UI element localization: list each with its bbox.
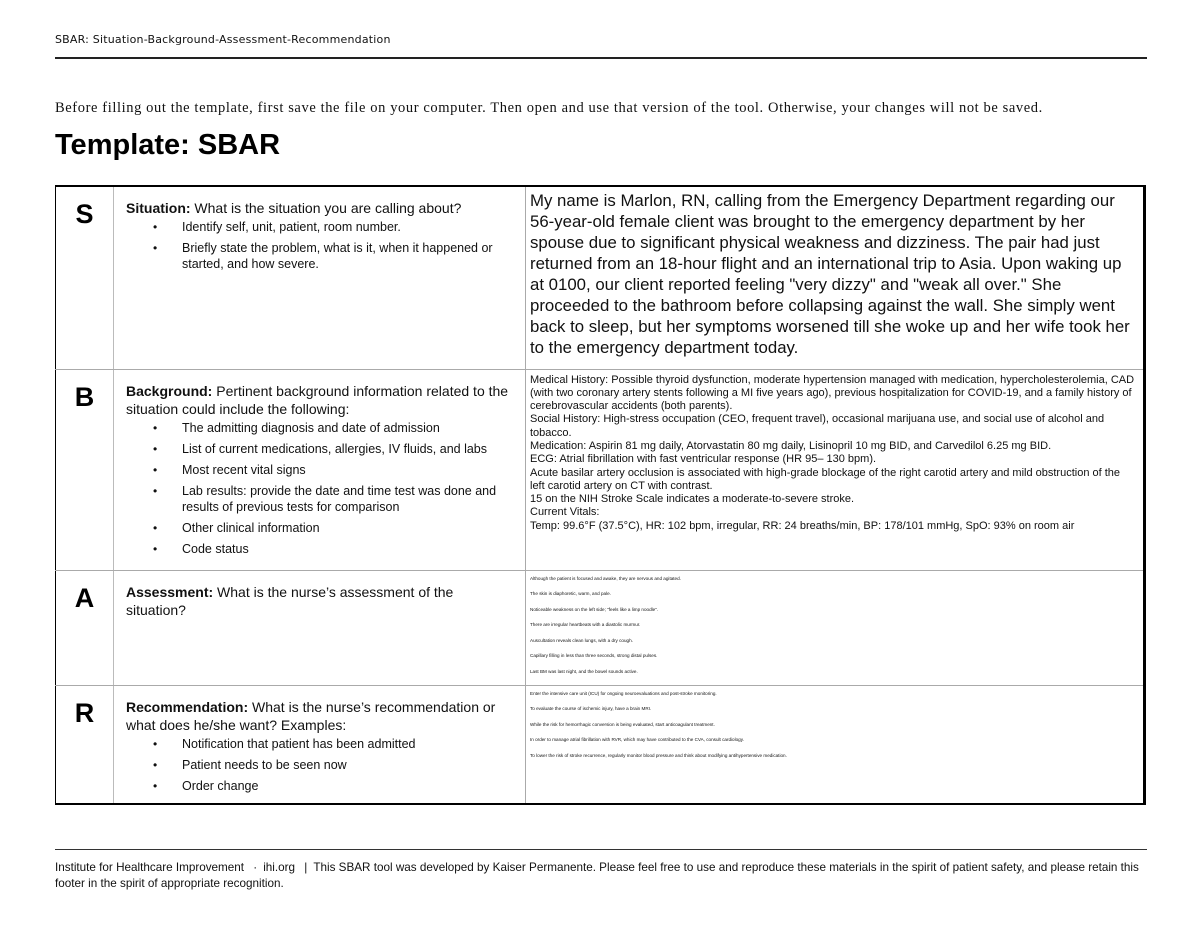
- recommendation-letter: R: [74, 697, 95, 728]
- footer-text: This SBAR tool was developed by Kaiser Permanente. Please feel free to use and reproduce these materials in the spirit of patient safety, and please retain this footer in the spirit of appropriate recognition.: [55, 861, 1139, 890]
- assessment-heading: Assessment:: [126, 583, 214, 600]
- page-title: Template: SBAR: [55, 129, 281, 161]
- recommendation-answer: [526, 686, 1143, 758]
- recommendation-prompt: What is the nurse’s recommendation or what does he/she want? Examples:: [126, 698, 496, 733]
- situation-row: [56, 186, 1145, 369]
- assessment-line: Auscultation reveals clean lungs, with a dry cough.: [530, 637, 633, 643]
- list-item: • Briefly state the problem, what is it, when it happened or started, and how severe.: [126, 240, 515, 272]
- background-row: [56, 369, 1145, 570]
- vitals-values: Temp: 99.6°F (37.5°C), HR: 102 bpm, irregular, RR: 24 breaths/min, BP: 178/101 mmHg, SpO: 93% on room air: [530, 519, 1075, 532]
- header-divider: [55, 57, 1147, 59]
- situation-letter: S: [75, 199, 94, 229]
- assessment-line: Last BM was last night, and the bowel sounds active.: [530, 668, 638, 674]
- assessment-prompt-cell: [114, 570, 526, 685]
- assessment-line: The skin is diaphoretic, warm, and pale.: [530, 591, 611, 596]
- footer-separator: |: [304, 861, 308, 874]
- assessment-line: Although the patient is focused and awake, they are nervous and agitated.: [530, 575, 681, 581]
- background-letter-cell: [56, 369, 114, 570]
- list-item: • Patient needs to be seen now: [126, 757, 515, 773]
- situation-bullets: [126, 219, 515, 272]
- list-item: • Identify self, unit, patient, room number.: [126, 219, 515, 235]
- footer: [55, 860, 1145, 892]
- list-item: • Order change: [126, 778, 515, 794]
- background-prompt-cell: [114, 369, 526, 570]
- situation-answer: My name is Marlon, RN, calling from the Emergency Department regarding our 56-year-old female client was brought to the emergency department by her spouse due to significant physical weakness and dizziness. The pair had just returned from an 18-hour flight and an international trip to Asia. Upon waking up at 0100, our client reported feeling "very dizzy" and "weak all over." She proceeded to the bathroom before collapsing against the wall. She simply went back to sleep, but her symptoms worsened till she woke up and her wife took her to the emergency department today.: [530, 191, 1130, 357]
- list-item: • List of current medications, allergies, IV fluids, and labs: [126, 441, 515, 457]
- recommendation-heading: Recommendation:: [126, 698, 249, 715]
- social-history: Social History: High-stress occupation (CEO, frequent travel), occasional marijuana use, and social use of alcohol and tobacco.: [530, 413, 1105, 439]
- assessment-letter-cell: [56, 570, 114, 685]
- background-letter: B: [74, 381, 95, 412]
- list-item: • Notification that patient has been admitted: [126, 736, 515, 752]
- recommendation-line: In order to manage atrial fibrillation with RVR, which may have contributed to the CVA, consult cardiology.: [530, 737, 744, 742]
- medication: Medication: Aspirin 81 mg daily, Atorvastatin 80 mg daily, Lisinopril 10 mg BID, and Carvedilol 6.25 mg BID.: [530, 439, 1052, 452]
- recommendation-row: [56, 685, 1145, 804]
- assessment-prompt: What is the nurse’s assessment of the situation?: [126, 583, 454, 618]
- footer-org: Institute for Healthcare Improvement: [55, 861, 245, 874]
- list-item: • Code status: [126, 541, 515, 557]
- stroke-scale: 15 on the NIH Stroke Scale indicates a moderate-to-severe stroke.: [530, 493, 855, 506]
- situation-prompt: What is the situation you are calling about?: [190, 200, 462, 216]
- recommendation-bullets: [126, 736, 515, 794]
- list-item: • Most recent vital signs: [126, 462, 515, 478]
- background-answer-field[interactable]: [526, 369, 1145, 570]
- list-item: • Lab results: provide the date and time test was done and results of previous tests for comparison: [126, 483, 515, 515]
- document-header: SBAR: Situation-Background-Assessment-Recommendation: [55, 33, 391, 46]
- situation-prompt-cell: [114, 186, 526, 369]
- recommendation-line: Enter the intensive care unit (ICU) for ongoing neuroevaluations and post-stroke monitoring.: [530, 690, 717, 696]
- ecg: ECG: Atrial fibrillation with fast ventricular response (HR 95– 130 bpm).: [530, 453, 877, 466]
- assessment-line: Capillary filling in less than three seconds, strong distal pulses.: [530, 653, 658, 658]
- background-bullets: [126, 420, 515, 557]
- recommendation-answer-field[interactable]: [526, 685, 1145, 804]
- recommendation-letter-cell: [56, 685, 114, 804]
- assessment-line: There are irregular heartbeats with a diastolic murmur.: [530, 622, 641, 627]
- assessment-answer-field[interactable]: [526, 570, 1145, 685]
- ct-finding: Acute basilar artery occlusion is associated with high-grade blockage of the right carotid artery and mild obstruction of the left carotid artery on CT with contrast.: [530, 466, 1121, 492]
- footer-site-link[interactable]: ihi.org: [263, 861, 296, 874]
- recommendation-prompt-cell: [114, 685, 526, 804]
- background-heading: Background:: [126, 382, 213, 399]
- assessment-answer: [526, 571, 1143, 674]
- situation-answer-field[interactable]: [526, 186, 1145, 369]
- background-prompt: Pertinent background information related to the situation could include the following:: [126, 382, 509, 417]
- list-item: • Other clinical information: [126, 520, 515, 536]
- medical-history: Medical History: Possible thyroid dysfunction, moderate hypertension managed with medication, hypercholesterolemia, CAD (with two coronary artery stents following a MI five years ago), previous hospitalization for COVID-19, and a family history of cerebrovascular accidents (both parents).: [530, 373, 1135, 413]
- sbar-table: [55, 185, 1146, 805]
- situation-letter-cell: [56, 186, 114, 369]
- assessment-row: [56, 570, 1145, 685]
- recommendation-line: To lower the risk of stroke recurrence, regularly monitor blood pressure and think about modifying antihypertensive medication.: [530, 752, 787, 758]
- save-instruction: Before filling out the template, first save the file on your computer. Then open and use that version of the tool. Otherwise, your changes will not be saved.: [55, 100, 1043, 116]
- recommendation-line: While the risk for hemorrhagic conversion is being evaluated, start anticoagulant treatment.: [530, 721, 715, 727]
- footer-dot: ·: [253, 861, 258, 874]
- situation-heading: Situation:: [126, 200, 191, 216]
- list-item: • The admitting diagnosis and date of admission: [126, 420, 515, 436]
- vitals-label: Current Vitals:: [530, 506, 600, 519]
- assessment-letter: A: [74, 582, 95, 613]
- recommendation-line: To evaluate the course of ischemic injury, have a brain MRI.: [530, 706, 652, 711]
- background-answer: [526, 370, 1143, 534]
- footer-divider: [55, 849, 1147, 850]
- assessment-line: Noticeable weakness on the left side; "feels like a limp noodle".: [530, 606, 659, 612]
